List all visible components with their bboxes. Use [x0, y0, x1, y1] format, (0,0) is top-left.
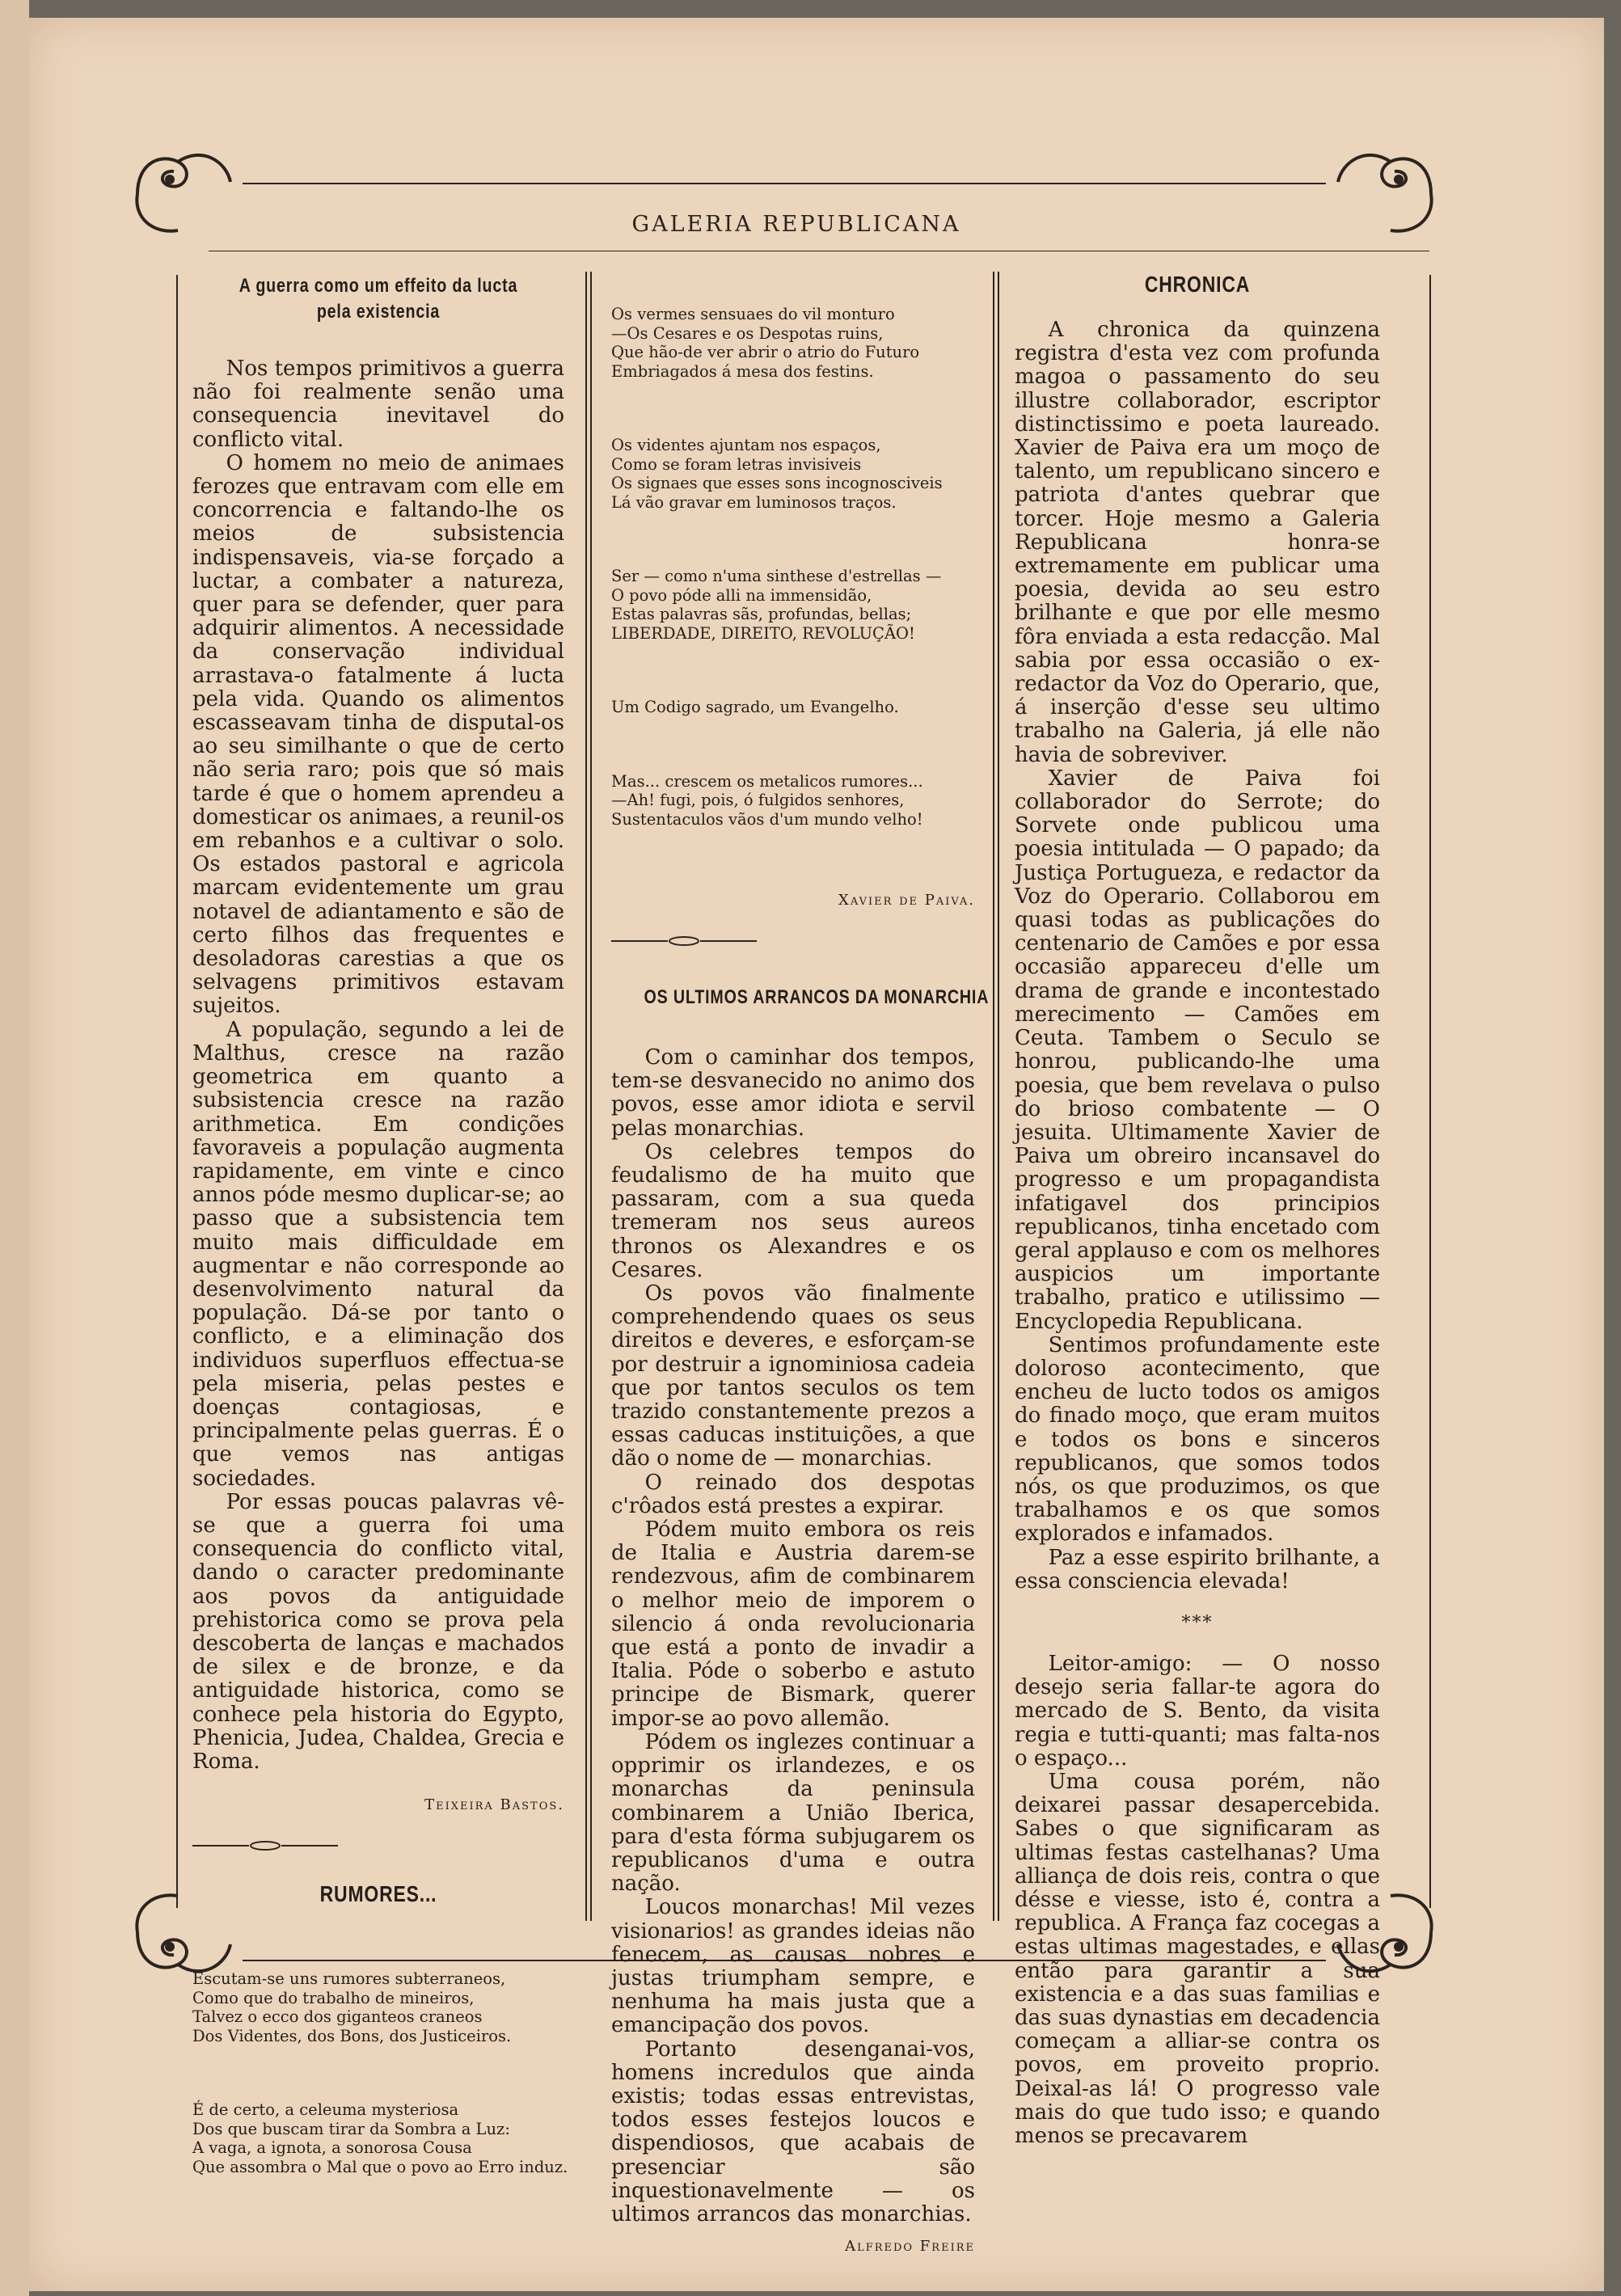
poem-stanza: Ser — como n'uma sinthese d'estrellas — O povo póde alli na immensidão, Estas palavras sãs, profundas, bellas; LIBERDADE, DIREITO, REVOLUÇÃO! [611, 567, 942, 643]
article-title: OS ULTIMOS ARRANCOS DA MONARCHIA [644, 986, 990, 1008]
article-title: A guerra como um effeito da lucta pela existencia [239, 275, 518, 323]
column-right [1015, 267, 1380, 2148]
poem [192, 1931, 568, 2231]
poem-stanza: Os vermes sensuaes do vil monturo —Os Cesares e os Despotas ruins, Que hão-de ver abrir o atrio do Futuro Embriagados á mesa dos festins. [611, 305, 920, 381]
column-left [192, 267, 568, 2231]
poem-stanza: Mas... crescem os metalicos rumores... —Ah! fugi, pois, ó fulgidos senhores, Sustentaculos vãos d'um mundo velho! [611, 771, 923, 829]
paragraph: Uma cousa porém, não deixarei passar desapercebida. Sabes o que significaram as ultimas festas castelhanas? Uma alliança de dois reis, contra o que désse e viesse, isto é, contra a republica. A França faz cocegas a estas ultimas magestades, e ellas então para garantir a sua existencia e a das suas familias e das suas dynastias em decadencia começam a alliar-se contra os povos, em proveito proprio. Deixal-as lá! O progresso vale mais do que tudo isso; e quando menos se precavarem [1015, 1769, 1380, 2149]
poem-stanza: Um Codigo sagrado, um Evangelho. [611, 698, 899, 716]
paragraph: A população, segundo a lei de Malthus, cresce na razão geometrica em quanto a subsistencia cresce na razão arithmetica. Em condições favoraveis a população augmenta rapidamente, em vinte e cinco annos póde mesmo duplicar-se; ao passo que a subsistencia tem muito mais difficuldade em augmentar e não corresponde ao desenvolvimento natural da população. Dá-se por tanto o conflicto, e a eliminação dos individuos superfluos effectua-se pela miseria, pelas pestes e doenças contagiosas, e principalmente pelas guerras. É o que vemos nas antigas sociedades. [192, 1017, 564, 1491]
poem-signature: Xavier de Paiva. [838, 892, 975, 909]
paragraph: Portanto desenganai-vos, homens incredulos que ainda existis; todas essas entrevistas, todos esses festejos loucos e dispendiosos, que acabais de presenciar são inquestionavelmente — os ultimos arrancos das monarchias. [611, 2036, 975, 2226]
paragraph: Por essas poucas palavras vê-se que a guerra foi uma consequencia do conflicto vital, dando o caracter predominante aos povos da antiguidade prehistorica como se prova pela descoberta de lanças e machados de silex e de bronze, e da antiguidade historica, como se conhece pela historia do Egypto, Phenicia, Judea, Chaldea, Grecia e Roma. [192, 1489, 564, 1774]
paragraph: O reinado dos despotas c'rôados está prestes a expirar. [611, 1470, 975, 1518]
author-signature: Teixeira Bastos. [424, 1796, 564, 1814]
poem-continuation [611, 267, 975, 884]
flourish-divider-icon [611, 936, 757, 946]
poem-stanza: É de certo, a celeuma mysteriosa Dos que buscam tirar da Sombra a Luz: A vaga, a ignota, a sonorosa Cousa Que assombra o Mal que o povo ao Erro induz. [192, 2100, 568, 2176]
chronicle-body-continued [1015, 1652, 1380, 2148]
paragraph: Leitor-amigo: — O nosso desejo seria fallar-te agora do mercado de S. Bento, da visita regia e tutti-quanti; mas falta-nos o espaço... [1015, 1651, 1380, 1771]
article-body [192, 357, 564, 1774]
poem-title: RUMORES... [319, 1881, 437, 1907]
page-edge [0, 0, 29, 2296]
paragraph: Xavier de Paiva foi collaborador do Serrote; do Sorvete onde publicou uma poesia intitulada — O papado; da Justiça Portugueza, e redactor da Voz do Operario. Collaborou em quasi todas as publicações do centenario de Camões e por essa occasião appareceu d'elle um drama de grande e incontestado merecimento — Camões em Ceuta. Tambem o Seculo se honrou, publicando-lhe uma poesia, que bem revelava o pulso do brioso combatente — O jesuita. Ultimamente Xavier de Paiva um obreiro incansavel do progresso e um propagandista infatigavel dos principios republicanos, tinha encetado com geral applauso e com os melhores auspicios um importante trabalho, pratico e utilissimo — Encyclopedia Republicana. [1015, 766, 1380, 1334]
paragraph: Paz a esse espirito brilhante, a essa consciencia elevada! [1015, 1545, 1380, 1593]
paragraph: Os celebres tempos do feudalismo de ha muito que passaram, com a sua queda tremeram nos seus aureos thronos os Alexandres e os Cesares. [611, 1139, 975, 1282]
article-body [611, 1046, 975, 2226]
paragraph: Nos tempos primitivos a guerra não foi realmente senão uma consequencia inevitavel do conflicto vital. [192, 357, 564, 452]
paragraph: Com o caminhar dos tempos, tem-se desvanecido no animo dos povos, esse amor idiota e servil pelas monarchias. [611, 1045, 975, 1141]
chronicle-body [1015, 319, 1380, 1593]
poem-stanza: Os videntes ajuntam nos espaços, Como se foram letras invisiveis Os signaes que esses sons incognosciveis Lá vão gravar em luminosos traços. [611, 436, 943, 512]
paragraph: O homem no meio de animaes ferozes que entravam com elle em concorrencia e faltando-lhe os meios de subsistencia indispensaveis, via-se forçado a luctar, a combater a natureza, quer para se defender, quer para adquirir alimentos. A necessidade da conservação individual arrastava-o fatalmente á lucta pela vida. Quando os alimentos escasseavam tinha de disputal-os ao seu similhante o que de certo não seria raro; pois que só mais tarde é que o homem aprendeu a domesticar os animaes, a reunil-os em rebanhos e a cultivar o solo. Os estados pastoral e agricola marcam evidentemente um grau notavel de adiantamento e são de certo filhos das frequentes e desoladoras carestias a que os selvagens primitivos estavam sujeitos. [192, 450, 564, 1019]
paragraph: Pódem muito embora os reis de Italia e Austria darem-se rendezvous, afim de combinarem o melhor meio de imporem o silencio á onda revolucionaria que está a ponto de invadir a Italia. Póde o soberbo e astuto principe de Bismark, querer impor-se ao povo allemão. [611, 1517, 975, 1731]
page-header: GALERIA REPUBLICANA [631, 212, 961, 237]
poem-stanza: Escutam-se uns rumores subterraneos, Como que do trabalho de mineiros, Talvez o ecco dos giganteos craneos Dos Videntes, dos Bons, dos Justiceiros. [192, 1969, 512, 2045]
section-title: CHRONICA [1144, 272, 1251, 297]
paragraph: Pódem os inglezes continuar a opprimir os irlandezes, e os monarchas da peninsula combinarem a União Iberica, para d'esta fórma subjugarem os republicanos d'uma e outra nação. [611, 1729, 975, 1897]
section-separator: *** [1181, 1612, 1214, 1633]
paragraph: A chronica da quinzena registra d'esta vez com profunda magoa o passamento do seu illustre collaborador, escriptor distinctissimo e poeta laureado. Xavier de Paiva era um moço de talento, um republicano sincero e patriota d'antes quebrar que torcer. Hoje mesmo a Galeria Republicana honra-se extremamente em publicar uma poesia, devida ao seu estro brilhante e que por elle mesmo fôra enviada a esta redacção. Mal sabia por essa occasião o ex-redactor da Voz do Operario, que, á inserção d'esse seu ultimo trabalho na Galeria, já elle não havia de sobreviver. [1015, 318, 1380, 767]
paragraph: Os povos vão finalmente comprehendendo quaes os seus direitos e deveres, e esforçam-se por destruir a ignominiosa cadeia que por tantos seculos os tem trazido constantemente prezos a essas caducas instituições, a que dão o nome de — monarchias. [611, 1281, 975, 1471]
column-middle [611, 267, 990, 2256]
paragraph: Loucos monarchas! Mil vezes visionarios! as grandes ideias não fenecem, as causas nobres e justas triumpham sempre, e nenhuma ha mais justa que a emancipação dos povos. [611, 1895, 975, 2038]
paragraph: Sentimos profundamente este doloroso acontecimento, que encheu de lucto todos os amigos do finado moço, que eram muitos e todos os bons e sinceros republicanos, que somos todos nós, os que produzimos, os que trabalhamos e os que somos explorados e infamados. [1015, 1332, 1380, 1547]
flourish-divider-icon [192, 1841, 338, 1851]
author-signature: Alfredo Freire [845, 2238, 975, 2256]
